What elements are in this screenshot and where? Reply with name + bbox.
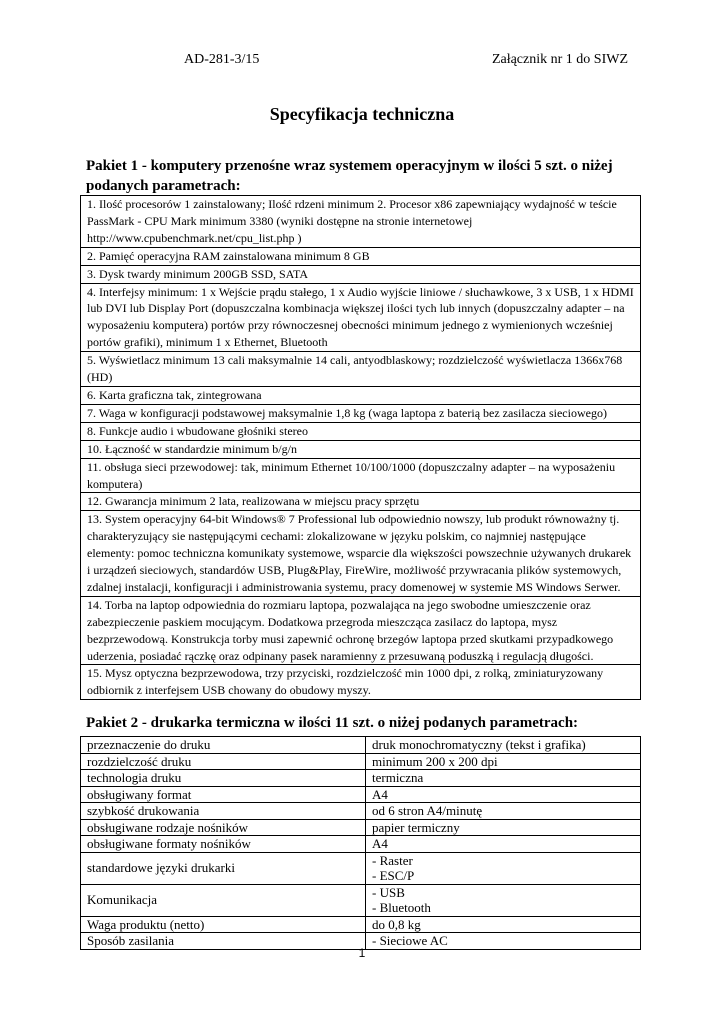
param-name-cell: obsługiwane formaty nośników <box>81 836 366 853</box>
spec-cell: 8. Funkcje audio i wbudowane głośniki stereo <box>81 422 641 440</box>
param-value-cell: od 6 stron A4/minutę <box>366 803 641 820</box>
param-value-cell: termiczna <box>366 770 641 787</box>
param-name-cell: przeznaczenie do druku <box>81 737 366 754</box>
table-row <box>81 265 641 283</box>
table-row <box>81 665 641 700</box>
spec-cell: 11. obsługa sieci przewodowej: tak, minimum Ethernet 10/100/1000 (dopuszczalny adapter – na wyposażeniu komputera) <box>81 458 641 493</box>
param-value-cell: - Sieciowe AC <box>366 933 641 950</box>
spec-cell: 10. Łączność w standardzie minimum b/g/n <box>81 440 641 458</box>
spec-cell: 2. Pamięć operacyjna RAM zainstalowana minimum 8 GB <box>81 247 641 265</box>
param-value-cell <box>366 852 641 884</box>
param-name-cell: rozdzielczość druku <box>81 753 366 770</box>
param-value-cell: minimum 200 x 200 dpi <box>366 753 641 770</box>
table-row <box>81 352 641 387</box>
page-number: 1 <box>358 946 366 960</box>
spec-cell: 1. Ilość procesorów 1 zainstalowany; Ilość rdzeni minimum 2. Procesor x86 zapewniający wydajność w teście PassMark - CPU Mark minimum 3380 (wyniki dostępne na stronie internetowej http://www.cpubenchmark.net/cpu_list.php ) <box>81 196 641 248</box>
param-value-cell: A4 <box>366 786 641 803</box>
table-row <box>81 511 641 597</box>
package2-heading: Pakiet 2 - drukarka termiczna w ilości 11 szt. o niżej podanych parametrach: <box>86 715 579 731</box>
table-row <box>81 786 641 803</box>
table-row <box>81 737 641 754</box>
spec-cell: 5. Wyświetlacz minimum 13 cali maksymalnie 14 cali, antyodblaskowy; rozdzielczość wyświetlacza 1366x768 (HD) <box>81 352 641 387</box>
param-name-cell: Waga produktu (netto) <box>81 916 366 933</box>
value-line: - Raster <box>372 852 413 868</box>
param-name-cell: technologia druku <box>81 770 366 787</box>
spec-cell: 7. Waga w konfiguracji podstawowej maksymalnie 1,8 kg (waga laptopa z baterią bez zasilacza sieciowego) <box>81 404 641 422</box>
param-name-cell: obsługiwany format <box>81 786 366 803</box>
param-value-cell: do 0,8 kg <box>366 916 641 933</box>
package1-heading: Pakiet 1 - komputery przenośne wraz systemem operacyjnym w ilości 5 szt. o niżej podanych parametrach: <box>86 158 613 194</box>
table-row <box>81 803 641 820</box>
param-name-cell: standardowe języki drukarki <box>81 852 366 884</box>
spec-cell: 6. Karta graficzna tak, zintegrowana <box>81 386 641 404</box>
table-row <box>81 884 641 916</box>
param-name-cell: obsługiwane rodzaje nośników <box>81 819 366 836</box>
table-row <box>81 283 641 352</box>
table-row <box>81 596 641 665</box>
package1-spec-table <box>80 195 641 700</box>
param-value-cell: A4 <box>366 836 641 853</box>
param-name-cell: Komunikacja <box>81 884 366 916</box>
table-row <box>81 770 641 787</box>
document-reference: AD-281-3/15 <box>184 52 260 67</box>
spec-cell: 12. Gwarancja minimum 2 lata, realizowana w miejscu pracy sprzętu <box>81 493 641 511</box>
table-row <box>81 753 641 770</box>
param-value-cell: druk monochromatyczny (tekst i grafika) <box>366 737 641 754</box>
spec-cell: 13. System operacyjny 64-bit Windows® 7 Professional lub odpowiednio nowszy, lub produkt równoważny tj. charakteryzujący sie następującymi cechami: zlokalizowane w języku polskim, co najmniej następujące elementy: pomoc techniczna komunikaty systemowe, wsparcie dla większości powszechnie używanych drukarek i urządzeń sieciowych, standardów USB, Plug&Play, FireWire, możliwość przywracania plików systemowych, zdalnej instalacji, konfiguracji i administrowania systemu, pracy domenowej w systemie MS Windows Serwer. <box>81 511 641 597</box>
table-row <box>81 852 641 884</box>
param-name-cell: szybkość drukowania <box>81 803 366 820</box>
table-row <box>81 440 641 458</box>
param-name-cell: Sposób zasilania <box>81 933 366 950</box>
table-row <box>81 404 641 422</box>
table-row <box>81 458 641 493</box>
table-row <box>81 422 641 440</box>
spec-cell: 3. Dysk twardy minimum 200GB SSD, SATA <box>81 265 641 283</box>
package2-spec-table <box>80 736 641 950</box>
spec-cell: 14. Torba na laptop odpowiednia do rozmiaru laptopa, pozwalająca na jego swobodne umieszczenie oraz zabezpieczenie paskiem mocującym. Dodatkowa przegroda mieszcząca zasilacz do laptopa, mysz bezprzewodową. Konstrukcja torby musi zapewnić ochronę brzegów laptopa przed skutkami przypadkowego uderzenia, posiadać rączkę oraz odpinany pasek naramienny z przesuwaną poduszką i regulacją długości. <box>81 596 641 665</box>
attachment-label: Załącznik nr 1 do SIWZ <box>491 52 628 67</box>
table-row <box>81 493 641 511</box>
value-line: - USB <box>372 884 405 900</box>
param-value-cell: papier termiczny <box>366 819 641 836</box>
spec-cell: 4. Interfejsy minimum: 1 x Wejście prądu stałego, 1 x Audio wyjście liniowe / słuchawkowe, 3 x USB, 1 x HDMI lub DVI lub Display Port (dopuszczalna kombinacja większej ilości tych lub innych (dopuszczalny adapter – na wyposażeniu komputera) portów przy równoczesnej obecności minimum jednego z wymienionych wcześniej portów grafiki), minimum 1 x Ethernet, Bluetooth <box>81 283 641 352</box>
value-line: - ESC/P <box>372 868 415 883</box>
spec-cell: 15. Mysz optyczna bezprzewodowa, trzy przyciski, rozdzielczość min 1000 dpi, z rolką, zminiaturyzowany odbiornik z interfejsem USB chowany do obudowy myszy. <box>81 665 641 700</box>
table-row <box>81 836 641 853</box>
param-value-cell <box>366 884 641 916</box>
page-title: Specyfikacja techniczna <box>269 104 455 124</box>
table-row <box>81 916 641 933</box>
value-line: - Bluetooth <box>372 900 431 915</box>
table-row <box>81 386 641 404</box>
table-row <box>81 196 641 248</box>
table-row <box>81 819 641 836</box>
table-row <box>81 247 641 265</box>
